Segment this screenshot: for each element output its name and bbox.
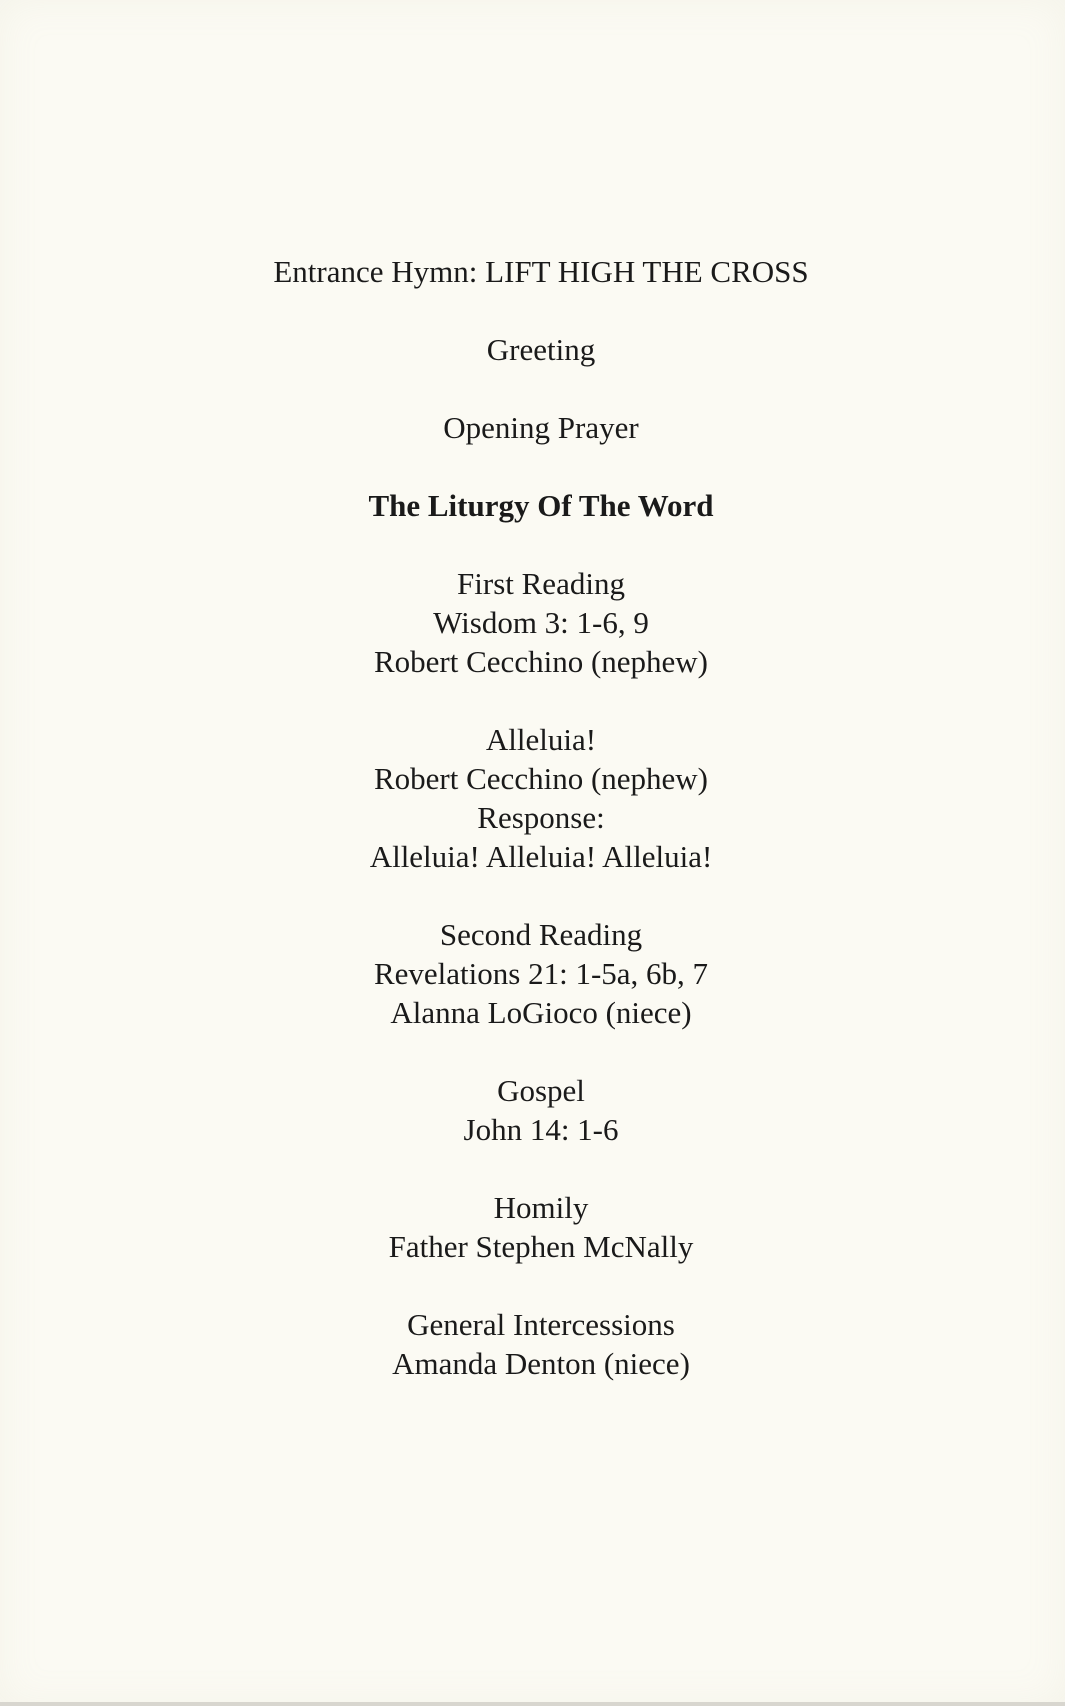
gospel-title: Gospel [497, 1073, 585, 1108]
entrance-hymn: Entrance Hymn: LIFT HIGH THE CROSS [273, 254, 809, 289]
homily-title: Homily [493, 1190, 589, 1225]
first-reading-reader: Robert Cecchino (nephew) [374, 644, 708, 679]
general-intercessions-reader: Amanda Denton (niece) [392, 1346, 690, 1381]
homily-section [0, 1188, 1065, 1266]
program-content [0, 252, 1065, 1422]
opening-prayer: Opening Prayer [443, 410, 639, 445]
liturgy-heading-section [0, 486, 1065, 525]
second-reading-reader: Alanna LoGioco (niece) [390, 995, 692, 1030]
general-intercessions-title: General Intercessions [407, 1307, 675, 1342]
alleluia-response: Alleluia! Alleluia! Alleluia! [369, 839, 713, 874]
opening-prayer-section [0, 408, 1065, 447]
homily-speaker: Father Stephen McNally [388, 1229, 694, 1264]
alleluia-section [0, 720, 1065, 876]
alleluia-title: Alleluia! [485, 722, 597, 757]
page-bottom-edge [0, 1702, 1065, 1706]
general-intercessions-section [0, 1305, 1065, 1383]
gospel-section [0, 1071, 1065, 1149]
second-reading-section [0, 915, 1065, 1032]
first-reading-title: First Reading [457, 566, 625, 601]
gospel-citation: John 14: 1-6 [463, 1112, 619, 1147]
entrance-hymn-section [0, 252, 1065, 291]
greeting-section [0, 330, 1065, 369]
first-reading-citation: Wisdom 3: 1-6, 9 [433, 605, 649, 640]
alleluia-response-label: Response: [477, 800, 605, 835]
alleluia-reader: Robert Cecchino (nephew) [374, 761, 708, 796]
liturgy-heading: The Liturgy Of The Word [368, 488, 714, 523]
first-reading-section [0, 564, 1065, 681]
second-reading-citation: Revelations 21: 1-5a, 6b, 7 [373, 956, 709, 991]
second-reading-title: Second Reading [439, 917, 643, 952]
greeting: Greeting [486, 332, 596, 367]
